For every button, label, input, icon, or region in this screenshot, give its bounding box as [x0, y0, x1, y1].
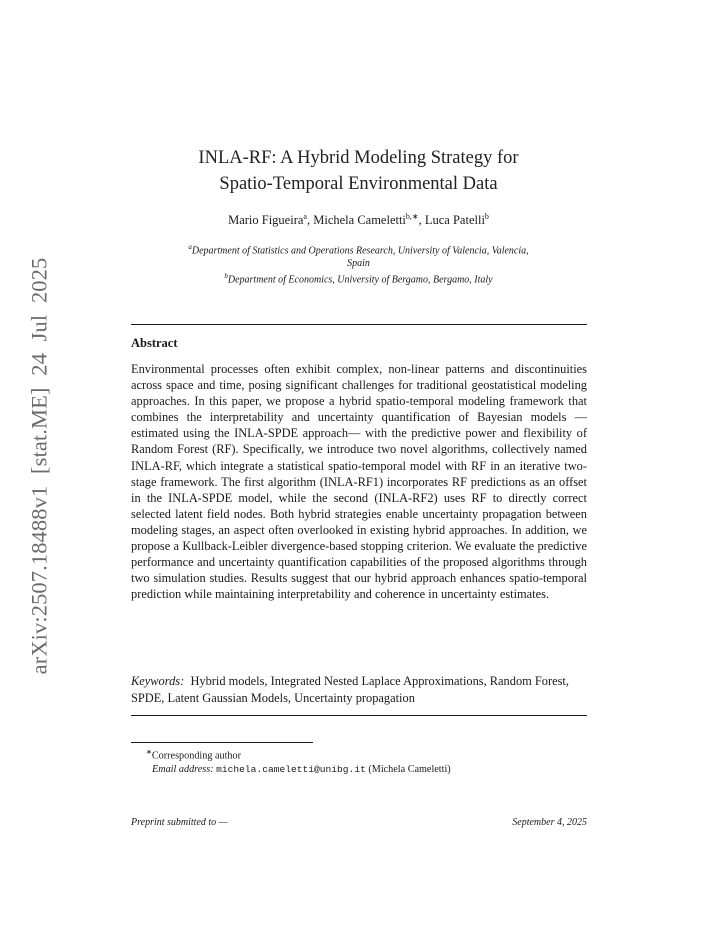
author-name: Michela Cameletti	[313, 213, 406, 228]
keywords-label: Keywords:	[131, 674, 185, 688]
title-line-1: INLA-RF: A Hybrid Modeling Strategy for	[198, 148, 519, 168]
preprint-date: September 4, 2025	[512, 817, 587, 828]
footnote-email	[131, 763, 587, 777]
abstract-top-rule	[131, 324, 587, 325]
author-list	[100, 212, 617, 228]
abstract-body: Environmental processes often exhibit complex, non-linear patterns and discontinuities across space and time, posing significant challenges for traditional geostatistical modeling approaches. In this paper, we propose a hybrid spatio-temporal modeling framework that combines the interpretability and uncertainty quantification of Bayesian models —estimated using the INLA-SPDE approach— with the predictive power and flexibility of Random Forest (RF). Specifically, we introduce two novel algorithms, collectively named INLA-RF, which integrate a statistical spatio-temporal model with RF in an iterative two-stage framework. The first algorithm (INLA-RF1) incorporates RF predictions as an offset in the INLA-SPDE model, while the second (INLA-RF2) uses RF to directly correct selected latent field nodes. Both hybrid strategies enable uncertainty propagation between modeling stages, an aspect often overlooked in existing hybrid approaches. In addition, we propose a Kullback-Leibler divergence-based stopping criterion. We evaluate the predictive performance and uncertainty quantification capabilities of the proposed algorithms through two simulation studies. Results suggest that our hybrid approach enhances spatio-temporal prediction while maintaining interpretability and coherence in uncertainty estimates.	[131, 362, 587, 602]
author-name: Luca Patelli	[424, 213, 485, 228]
author-affiliation-mark: b,∗	[405, 212, 419, 221]
preprint-note: Preprint submitted to —	[131, 817, 228, 828]
author-affiliation-mark: b	[484, 212, 489, 221]
footnote	[131, 745, 587, 777]
email-address[interactable]: michela.cameletti@unibg.it	[216, 764, 366, 776]
affiliation-list	[180, 241, 537, 287]
author-separator: ,	[306, 213, 314, 228]
author-name: Mario Figueira	[228, 213, 304, 228]
arxiv-identifier: arXiv:2507.18488v1 [stat.ME] 24 Jul 2025	[26, 257, 51, 675]
affiliation-text: Department of Economics, University of Bergamo, Bergamo, Italy	[227, 274, 493, 286]
footnote-mark: ∗	[146, 748, 152, 756]
affiliation-text: Department of Statistics and Operations Research, University of Valencia, Valencia, Spain	[191, 245, 529, 270]
email-owner: (Michela Cameletti)	[368, 764, 451, 776]
affiliation-mark: b	[224, 272, 228, 281]
keywords-text: Hybrid models, Integrated Nested Laplace Approximations, Random Forest, SPDE, Latent Gaussian Models, Uncertainty propagation	[131, 674, 569, 705]
abstract-heading: Abstract	[131, 336, 178, 350]
affiliation-item	[180, 241, 537, 270]
author-separator: ,	[418, 213, 425, 228]
paper-title	[100, 145, 617, 197]
author-affiliation-mark: a	[303, 212, 307, 221]
corresponding-author-label: Corresponding author	[151, 750, 242, 762]
email-label: Email address:	[152, 764, 214, 776]
title-line-2: Spatio-Temporal Environmental Data	[219, 174, 498, 194]
footnote-corresponding	[131, 745, 587, 763]
keywords	[131, 673, 587, 706]
affiliation-item	[180, 270, 537, 286]
footnote-rule	[131, 742, 313, 743]
abstract-bottom-rule	[131, 715, 587, 716]
affiliation-mark: a	[188, 243, 192, 251]
arxiv-side-stamp	[20, 257, 58, 675]
